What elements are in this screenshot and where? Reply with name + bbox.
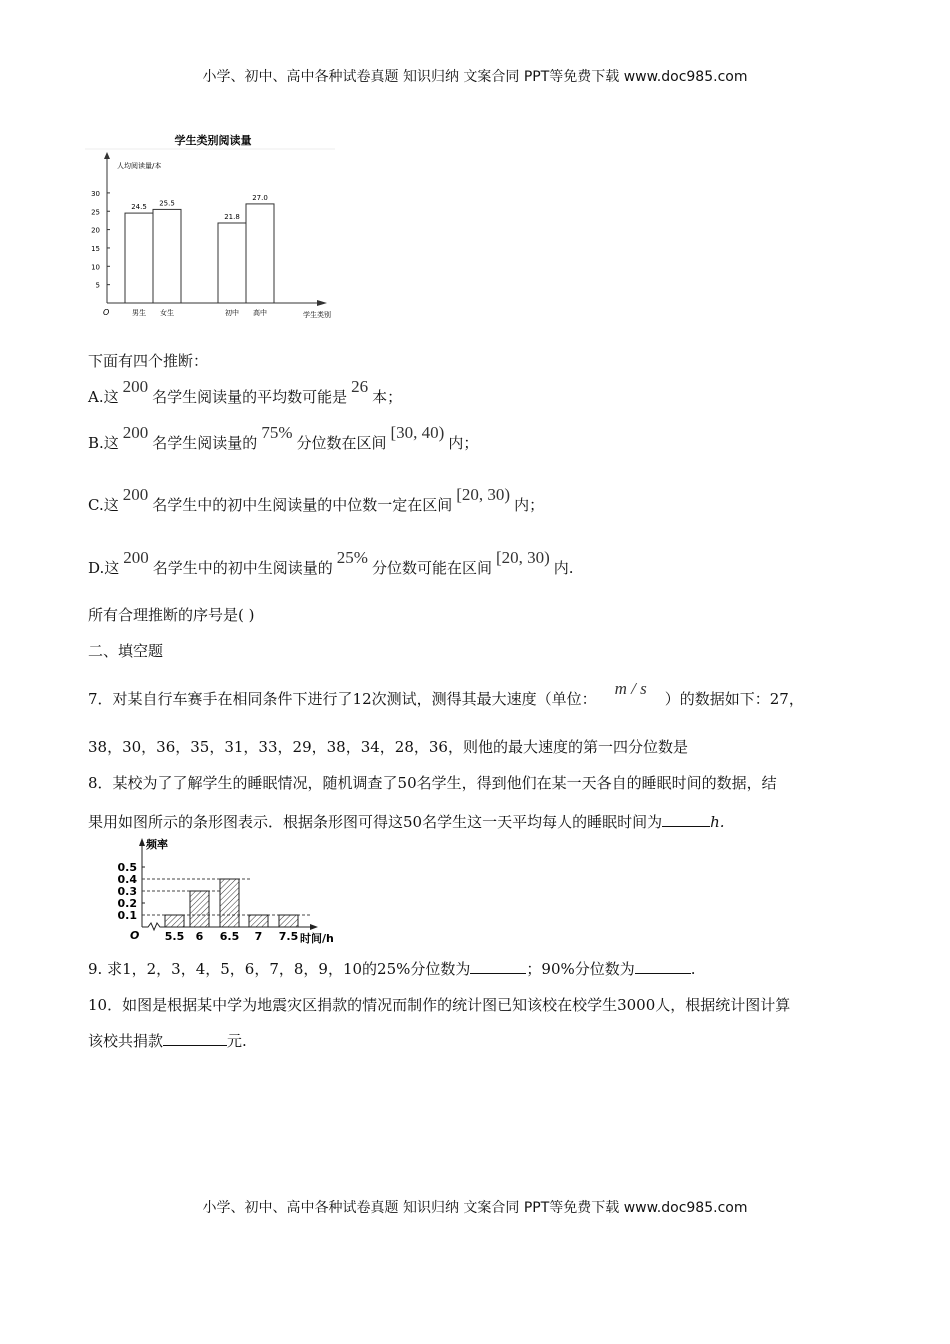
y-tick-label: 20 [91,226,100,235]
y-tick-label: 0.3 [117,885,137,898]
math: [20, 30) [495,548,550,567]
text: h. [710,813,725,831]
text: ）的数据如下：27， [664,690,804,708]
q7-line2: 38，30，36，35，31，33，29，38，34，28，36，则他的最大速度的第一四分位数是 [88,738,688,756]
x-tick-label: 6 [195,930,204,943]
x-axis-label: 学生类别 [303,311,331,319]
text: 7．对某自行车赛手在相同条件下进行了12次测试，测得其最大速度（单位： [88,690,597,708]
q6-option-b [88,423,479,453]
origin-label: O [103,308,110,317]
text: 分位数在区间 [296,434,387,452]
bar [125,213,153,303]
y-tick-label: 5 [95,281,100,290]
text: B.这 [88,434,119,452]
y-arrow-icon [104,152,110,159]
y-tick-label: 0.2 [117,897,137,910]
x-tick-label: 男生 [132,309,146,317]
q6-ask: 所有合理推断的序号是( ) [88,606,255,624]
bar [165,915,184,927]
origin-label: O [130,929,140,942]
text: 本； [372,388,403,406]
math: [30, 40) [390,423,445,442]
q6-intro: 下面有四个推断： [88,352,209,370]
answer-blank[interactable] [662,812,710,827]
text: 元. [227,1032,247,1050]
math: m / s [614,679,647,698]
y-axis-label: 人均阅读量/本 [117,162,162,170]
math: 26 [351,377,369,396]
answer-blank[interactable] [163,1031,227,1046]
text: A.这 [88,388,119,406]
y-tick-label: 25 [91,208,100,217]
q7-line1 [88,679,804,709]
q9 [88,958,696,979]
section-title: 二、填空题 [88,642,164,660]
y-arrow-icon [139,838,145,846]
page-footer: 小学、初中、高中各种试卷真题 知识归纳 文案合同 PPT等免费下载 www.doc985.com [202,1200,748,1216]
q8-line2 [88,811,725,832]
text: 该校共捐款 [88,1032,164,1050]
q8-line1: 8．某校为了了解学生的睡眠情况，随机调查了50名学生，得到他们在某一天各自的睡眠时间的数据，结 [88,774,777,792]
x-tick-label: 5.5 [164,930,185,943]
text: 果用如图所示的条形图表示．根据条形图可得这50名学生这一天平均每人的睡眠时间为 [88,813,663,831]
text: D.这 [88,559,120,577]
sleep-bar-chart [110,835,350,945]
bar [246,204,274,303]
bar [153,209,181,303]
math: 200 [122,485,149,504]
bar [220,879,239,927]
bar [190,891,209,927]
x-axis-label: 时间/h [300,932,334,945]
y-tick-label: 0.4 [117,873,137,886]
text: 分位数可能在区间 [371,559,492,577]
x-arrow-icon [317,300,327,306]
math: 200 [123,548,149,567]
data-label: 25.5 [159,199,175,208]
text: ；90%分位数为 [526,960,635,978]
text: 9. 求1，2，3，4，5，6，7，8，9，10的25%分位数为 [88,960,471,978]
bar [279,915,298,927]
text: C.这 [88,496,119,514]
q6-option-a [88,377,403,407]
answer-blank[interactable] [470,959,526,974]
q10-line2 [88,1030,247,1051]
text: 内； [514,496,545,514]
data-label: 27.0 [252,193,268,202]
q6-option-d [88,548,574,578]
y-tick-label: 15 [91,244,100,253]
x-arrow-icon [310,924,318,930]
x-tick-label: 6.5 [219,930,240,943]
text: 内； [448,434,479,452]
text: 内. [553,559,574,577]
text: 名学生中的初中生阅读量的中位数一定在区间 [152,496,453,514]
answer-blank[interactable] [635,959,691,974]
bar [218,223,246,303]
math: [20, 30) [456,485,511,504]
x-tick-label: 高中 [253,309,267,317]
math: 25% [336,548,368,567]
q6-option-c [88,485,545,515]
q10-line1: 10．如图是根据某中学为地震灾区捐款的情况而制作的统计图已知该校在校学生3000人，根据统计图计算 [88,996,791,1014]
x-tick-label: 7 [254,930,263,943]
text: 名学生中的初中生阅读量的 [152,559,333,577]
text: . [690,960,696,978]
y-tick-label: 0.1 [117,909,137,922]
y-tick-label: 0.5 [117,861,137,874]
data-label: 24.5 [131,203,147,212]
bar [249,915,268,927]
chart-title: 学生类别阅读量 [174,134,252,147]
math: 200 [122,377,149,396]
x-tick-label: 女生 [160,309,174,317]
page-header: 小学、初中、高中各种试卷真题 知识归纳 文案合同 PPT等免费下载 www.doc985.com [202,69,748,85]
y-axis-label: 频率 [146,838,168,851]
math: 200 [122,423,149,442]
reading-bar-chart [85,125,345,325]
x-tick-label: 7.5 [278,930,299,943]
text: 名学生阅读量的 [152,434,258,452]
y-tick-label: 10 [91,263,100,272]
math: 75% [261,423,293,442]
y-tick-label: 30 [91,189,100,198]
x-tick-label: 初中 [225,309,239,317]
data-label: 21.8 [224,212,240,221]
text: 名学生阅读量的平均数可能是 [152,388,348,406]
